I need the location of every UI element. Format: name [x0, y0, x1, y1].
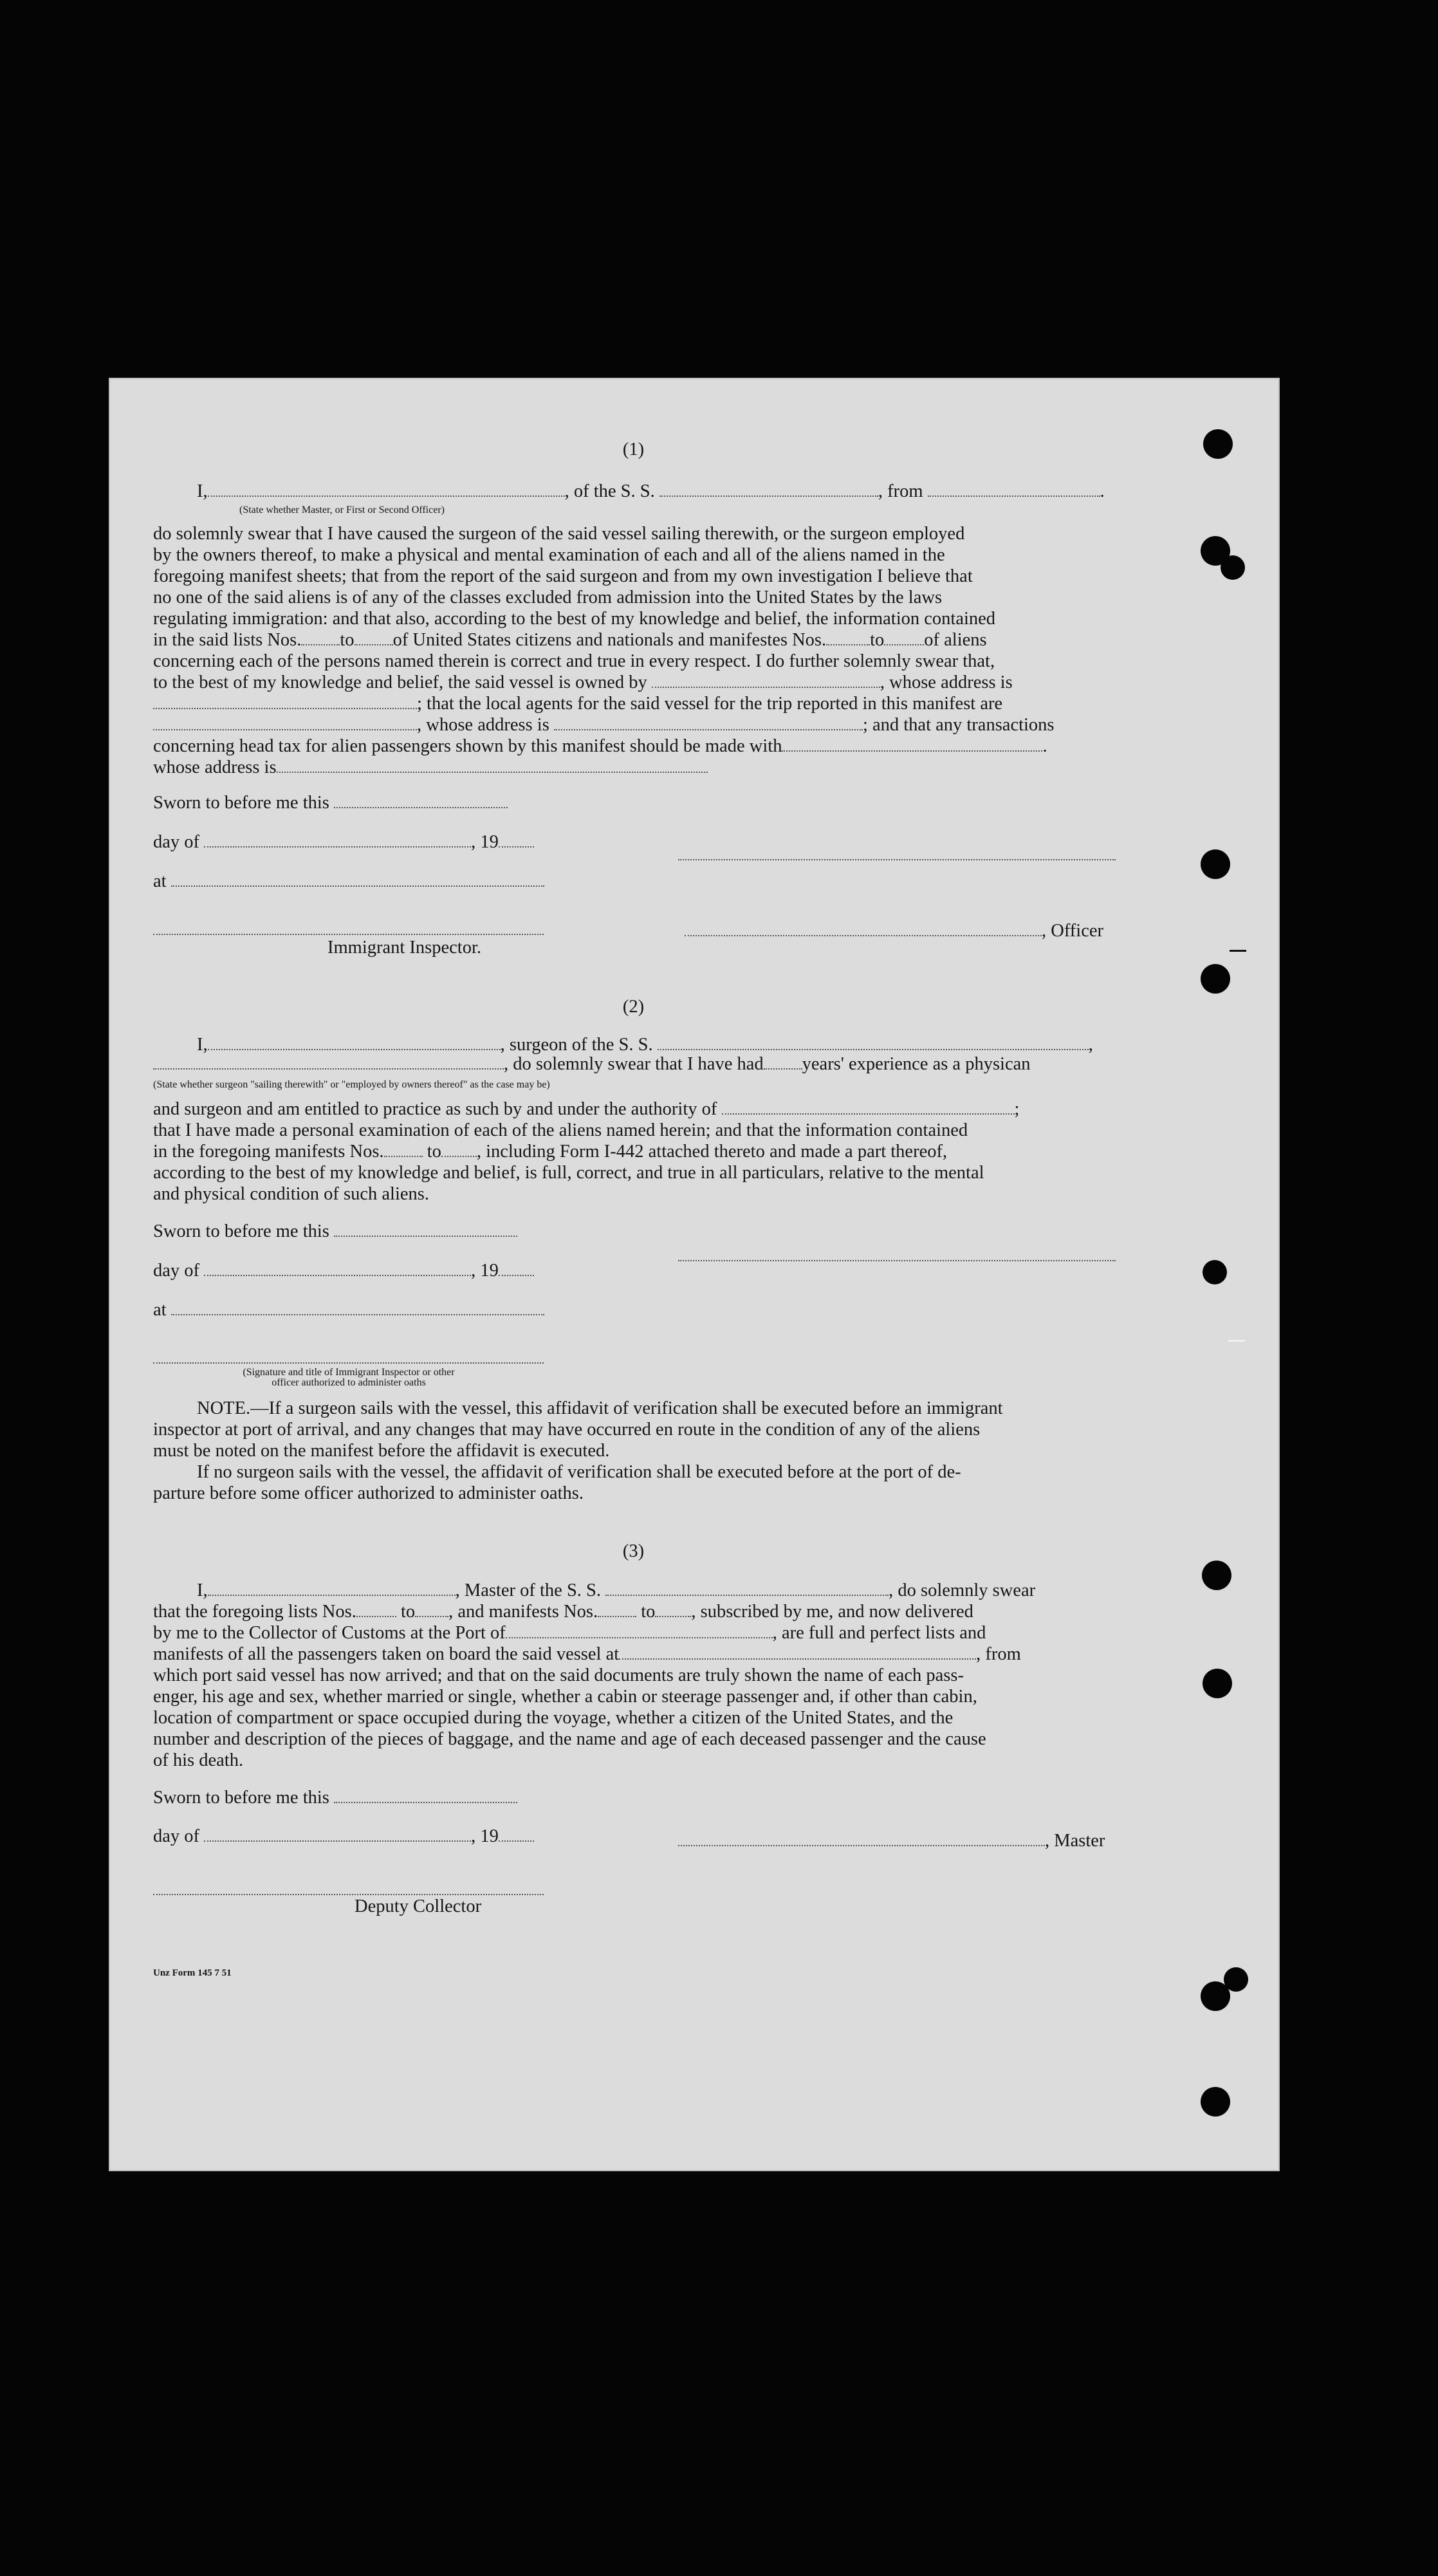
punch-hole [1203, 1260, 1227, 1284]
immigrant-inspector-label: Immigrant Inspector. [327, 938, 482, 958]
punch-hole [1202, 1561, 1231, 1590]
section-1-number: (1) [622, 440, 645, 459]
day-of-line-3: day of , 19 [153, 1826, 534, 1847]
oath-paragraph-3: I, , Master of the S. S. , do solemnly swear that the foregoing lists Nos. to , and manifests Nos. to , subscribed by me, and now delivered by me to the Collector of Customs at the Port of , are full and perfect lists and manifests of all the passengers taken on board the said vessel at , from which port said vessel has now arrived; and that on the said documents are truly shown the name of each pass- enger, his age and sex, whether married or single, whether a cabin or steerage passenger and, if other than cabin, location of compartment or space occupied during the voyage, whether a citizen of the United States, and the number and description of the pieces of baggage, and the name and age of each deceased passenger and the cause of his death. [153, 1580, 1036, 1770]
form-id: Unz Form 145 7 51 [153, 1968, 232, 1978]
punch-hole [1201, 964, 1230, 994]
officer-line: , Officer [685, 920, 1103, 941]
edge-mark [1230, 950, 1246, 952]
sworn-line-1: Sworn to before me this [153, 792, 508, 813]
punch-hole [1201, 2087, 1230, 2117]
form-sheet [109, 378, 1280, 2171]
master-signature-line: , Master [678, 1830, 1105, 1851]
sworn-line-2: Sworn to before me this [153, 1221, 517, 1242]
oath-paragraph-2: and surgeon and am entitled to practice as such by and under the authority of ; that I have made a personal examination of each of the aliens named herein; and that the information contained in the foregoing manifests Nos. to , including Form I-442 attached thereto and made a part thereof, according to the best of my knowledge and belief, is full, correct, and true in all particulars, relative to the mental and physical condition of such aliens. [153, 1099, 1020, 1204]
day-of-line-1: day of , 19 [153, 831, 534, 853]
signature-note-1: (Signature and title of Immigrant Inspector or other [243, 1367, 455, 1378]
signature-rule [678, 1260, 1116, 1261]
surgeon-line: I, , surgeon of the S. S. , [197, 1035, 1093, 1055]
edge-mark [1228, 1340, 1245, 1342]
inspector-signature-rule [153, 934, 544, 935]
master-note: (State whether Master, or First or Second Officer) [239, 505, 445, 515]
signature-rule [678, 859, 1116, 860]
collector-signature-rule [153, 1894, 544, 1895]
inspector-signature-rule [153, 1362, 544, 1364]
master-line: I, , of the S. S. , from . [197, 481, 1105, 501]
section-3-number: (3) [622, 1541, 645, 1561]
oath-paragraph-1: do solemnly swear that I have caused the surgeon of the said vessel sailing therewith, or the surgeon employed by the owners thereof, to make a physical and mental examination of each and all of the aliens named in the foregoing manifest sheets; that from the report of the said surgeon and from my own investigation I believe that no one of the said aliens is of any of the classes excluded from admission into the United States by the laws regulating immigration: and that also, according to the best of my knowledge and belief, the information contained in the said lists Nos. to of United States citizens and nationals and manifestes Nos. to of aliens concerning each of the persons named therein is correct and true in every respect. I do further solemnly swear that, to the best of my knowledge and belief, the said vessel is owned by , whose address is ; that the local agents for the said vessel for the trip reported in this manifest are , whose address is ; and that any transactions concerning head tax for alien passengers shown by this manifest should be made with . whose address is [153, 524, 1055, 777]
surgeon-note: (State whether surgeon "sailing therewith" or "employed by owners thereof" as the case may be) [153, 1079, 550, 1090]
punch-hole [1203, 429, 1233, 459]
at-line-2: at [153, 1299, 544, 1320]
punch-hole [1201, 849, 1230, 879]
section-2-number: (2) [622, 997, 645, 1017]
signature-note-2: officer authorized to administer oaths [272, 1377, 426, 1388]
punch-hole [1224, 1967, 1248, 1992]
at-line-1: at [153, 871, 544, 892]
punch-hole [1221, 555, 1245, 580]
day-of-line-2: day of , 19 [153, 1260, 534, 1281]
experience-line: , do solemnly swear that I have had years' experience as a physican [153, 1053, 1031, 1075]
deputy-collector-label: Deputy Collector [355, 1896, 482, 1916]
sworn-line-3: Sworn to before me this [153, 1787, 517, 1808]
punch-hole [1203, 1669, 1232, 1698]
note-paragraph: NOTE.—If a surgeon sails with the vessel, this affidavit of verification shall be executed before an immigrant inspector at port of arrival, and any changes that may have occurred en route in the condition of any of the aliens must be noted on the manifest before the affidavit is executed. If no surgeon sails with the vessel, the affidavit of verification shall be executed before at the port of de- parture before some officer authorized to administer oaths. [153, 1398, 1003, 1503]
